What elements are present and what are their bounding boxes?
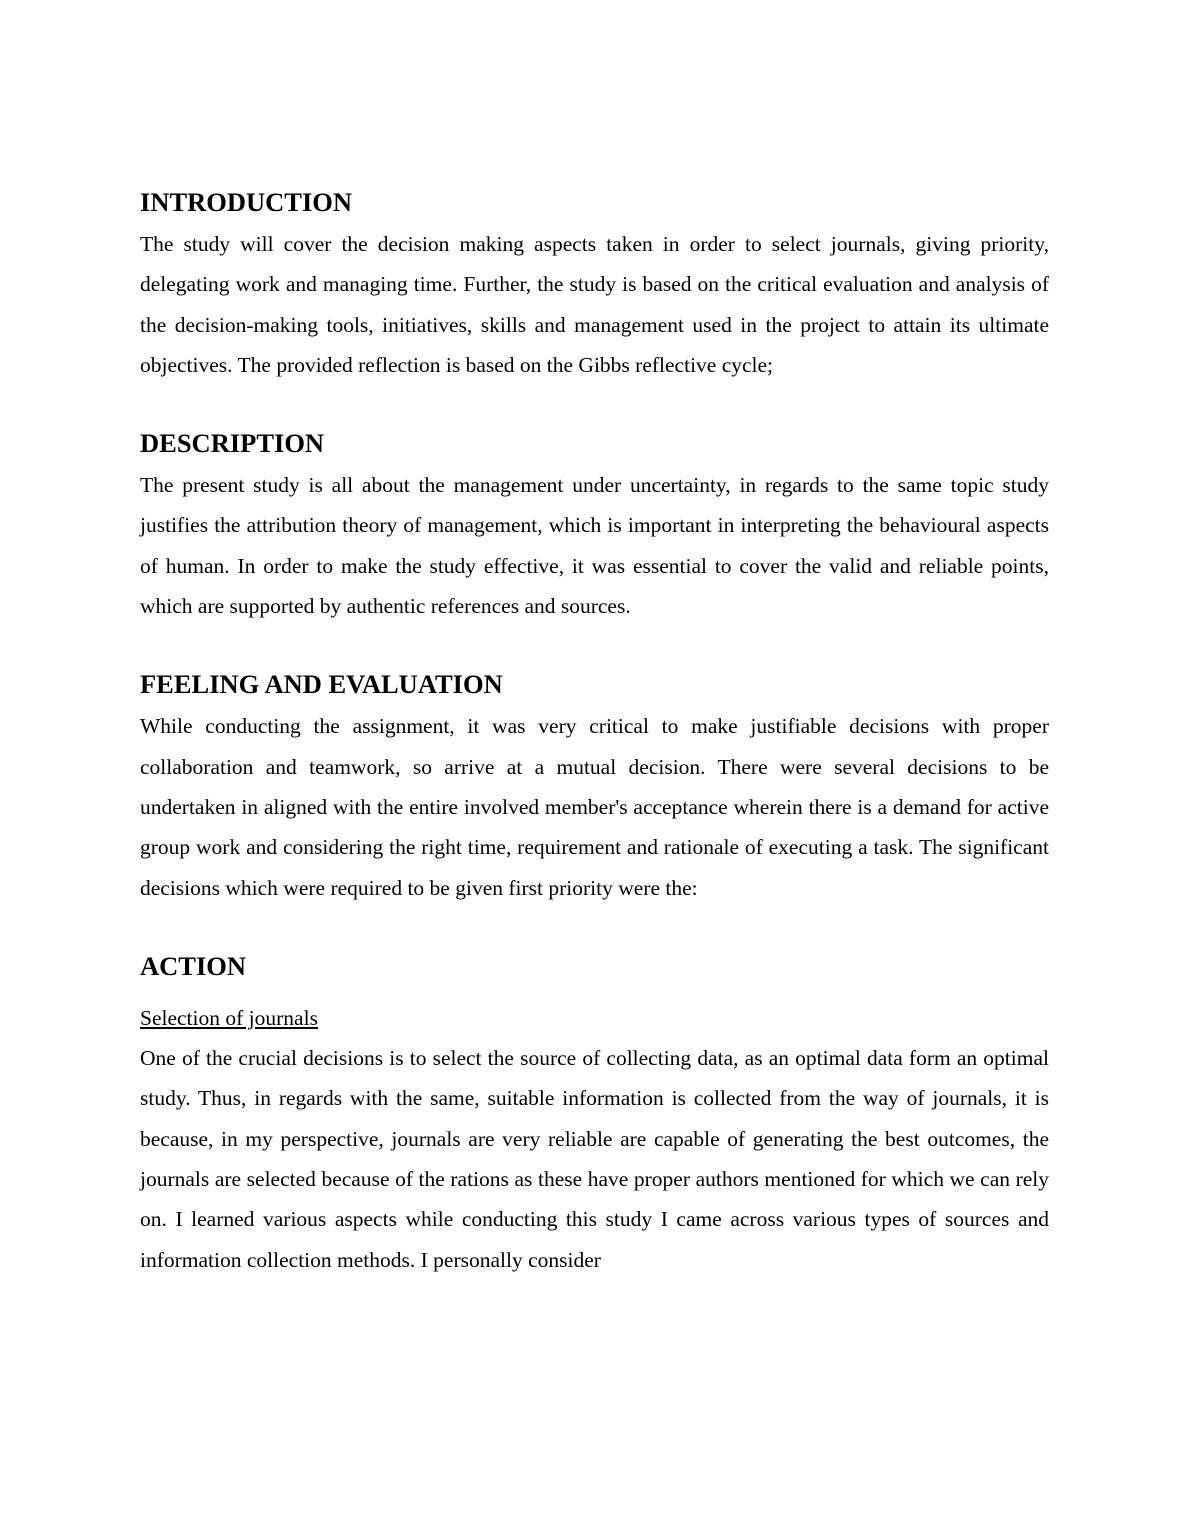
document-content — [140, 184, 1049, 1280]
section-spacer — [140, 385, 1049, 425]
description-section — [140, 425, 1049, 626]
feeling-evaluation-paragraph: While conducting the assignment, it was very critical to make justifiable decisions with proper collaboration and teamwork, so arrive at a mutual decision. There were several decisions to be undertaken in aligned with the entire involved member's acceptance wherein there is a demand for active group work and considering the right time, requirement and rationale of executing a task. The significant decisions which were required to be given first priority were the: — [140, 714, 1049, 900]
introduction-heading: INTRODUCTION — [140, 187, 353, 217]
introduction-paragraph: The study will cover the decision making aspects taken in order to select journals, giving priority, delegating work and managing time. Further, the study is based on the critical evaluation and analysis of the decision-making tools, initiatives, skills and management used in the project to attain its ultimate objectives. The provided reflection is based on the Gibbs reflective cycle; — [140, 232, 1049, 377]
introduction-section — [140, 184, 1049, 385]
section-spacer — [140, 908, 1049, 948]
description-paragraph: The present study is all about the management under uncertainty, in regards to the same topic study justifies the attribution theory of management, which is important in interpreting the behavioural aspects of human. In order to make the study effective, it was essential to cover the valid and reliable points, which are supported by authentic references and sources. — [140, 473, 1049, 619]
description-heading: DESCRIPTION — [140, 428, 325, 459]
feeling-evaluation-section — [140, 666, 1049, 907]
action-section — [140, 948, 1049, 1280]
action-paragraph: One of the crucial decisions is to select the source of collecting data, as an optimal data form an optimal study. Thus, in regards with the same, suitable information is collected from the way of journals, it is because, in my perspective, journals are very reliable are capable of generating the best outcomes, the journals are selected because of the rations as these have proper authors mentioned for which we can rely on. I learned various aspects while conducting this study I came across various types of sources and information collection methods. I personally consider — [140, 1046, 1049, 1272]
section-spacer — [140, 626, 1049, 666]
selection-of-journals-subheading: Selection of journals — [140, 1005, 318, 1030]
feeling-evaluation-heading: FEELING AND EVALUATION — [140, 669, 503, 700]
heading-spacer — [140, 988, 1049, 998]
action-heading: ACTION — [140, 950, 247, 981]
